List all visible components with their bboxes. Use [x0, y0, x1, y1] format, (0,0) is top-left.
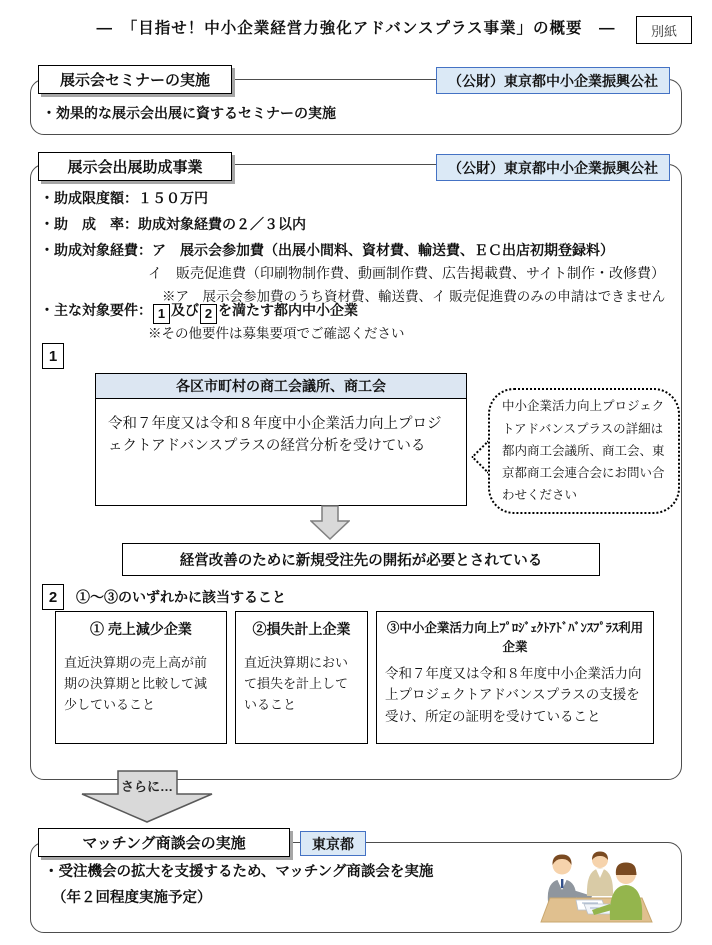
further-arrow-label: さらに…	[120, 779, 173, 794]
tokyo-badge: 東京都	[300, 831, 366, 856]
requirement-number-2: 2	[200, 304, 217, 324]
step-2-label: 2	[42, 584, 64, 610]
chamber-box-body: 令和７年度又は令和８年度中小企業活力向上プロジェクトアドバンスプラスの経営分析を受けている	[108, 416, 442, 455]
card-title: ③中小企業活力向上ﾌﾟﾛｼﾞｪｸﾄｱﾄﾞﾊﾞﾝｽﾌﾟﾗｽ利用企業	[386, 621, 644, 654]
chamber-box-header: 各区市町村の商工会議所、商工会	[96, 374, 466, 399]
page-title: ― 「目指せ！中小企業経営力強化アドバンスプラス事業」の概要 ―	[96, 20, 616, 37]
contact-callout-text: 中小企業活力向上プロジェクトアドバンスプラスの詳細は都内商工会議所、商工会、東京都商工会連合会にお問い合わせください	[502, 399, 665, 503]
subsidy-limit-line: ・助成限度額：１５０万円	[40, 190, 208, 206]
seminar-section-header: 展示会セミナーの実施	[38, 65, 232, 94]
contact-callout	[488, 388, 680, 514]
seminar-org-badge: （公財）東京都中小企業振興公社	[436, 67, 670, 94]
condition-card-loss	[235, 611, 368, 744]
subsidy-org-badge: （公財）東京都中小企業振興公社	[436, 154, 670, 181]
condition-card-project-user	[376, 611, 654, 744]
improvement-requirement-box: 経営改善のために新規受注先の開拓が必要とされている	[122, 543, 600, 576]
step-1-label: 1	[42, 343, 64, 369]
step-2-text: ①～③のいずれかに該当すること	[76, 589, 286, 605]
chamber-box	[95, 373, 467, 506]
seminar-bullet: ・効果的な展示会出展に資するセミナーの実施	[42, 105, 336, 121]
requirement-suffix: を満たす都内中小企業	[218, 302, 358, 318]
matching-bullet-2: （年２回程度実施予定）	[52, 890, 212, 906]
card-body: 直近決算期の売上高が前期の決算期と比較して減少していること	[64, 655, 208, 712]
subsidy-expense-note: ※ア 展示会参加費のうち資材費、輸送費、イ 販売促進費のみの申請はできません	[162, 289, 666, 304]
requirement-mid: 及び	[171, 302, 199, 318]
condition-card-sales-decline	[55, 611, 227, 744]
card-body: 直近決算期において損失を計上していること	[244, 655, 349, 712]
matching-section-header: マッチング商談会の実施	[38, 828, 290, 857]
card-title: ① 売上減少企業	[90, 621, 192, 637]
subsidy-requirement-line	[40, 300, 358, 324]
meeting-illustration	[540, 846, 655, 928]
down-arrow-icon	[310, 505, 350, 541]
subsidy-requirement-note: ※その他要件は募集要項でご確認ください	[148, 326, 405, 341]
card-title: ②損失計上企業	[252, 621, 351, 637]
condition-cards-row	[55, 611, 654, 744]
subsidy-expense-line: ・助成対象経費：ア 展示会参加費（出展小間料、資材費、輸送費、ＥＣ出店初期登録料）	[40, 242, 614, 258]
subsidy-rate-line: ・助 成 率：助成対象経費の２／３以内	[40, 216, 306, 232]
card-body: 令和７年度又は令和８年度中小企業活力向上プロジェクトアドバンスプラスの支援を受け、所定の証明を受けていること	[385, 665, 642, 724]
subsidy-section-header: 展示会出展助成事業	[38, 152, 232, 181]
requirement-number-1: 1	[153, 304, 170, 324]
requirement-prefix: ・主な対象要件：	[40, 302, 152, 318]
matching-bullet-1: ・受注機会の拡大を支援するため、マッチング商談会を実施	[44, 864, 434, 880]
subsidy-expense-line2: イ 販売促進費（印刷物制作費、動画制作費、広告掲載費、サイト制作・改修費）	[148, 265, 666, 281]
attachment-label: 別紙	[636, 16, 692, 44]
